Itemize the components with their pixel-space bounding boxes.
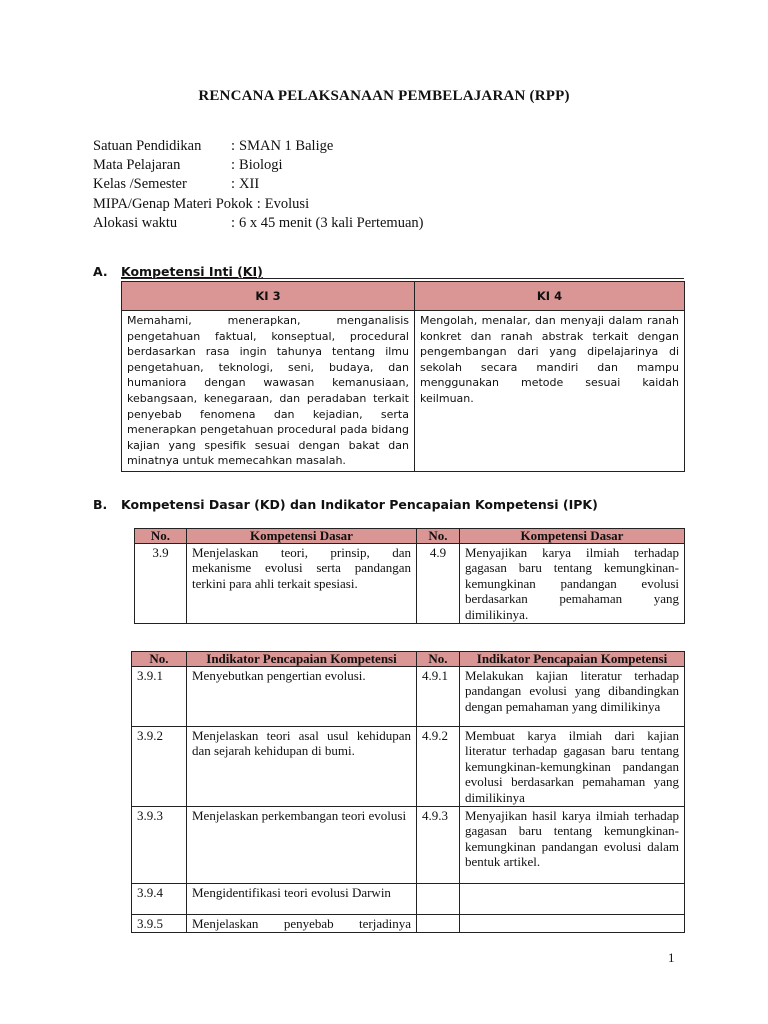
- info-separator: :: [231, 138, 236, 154]
- ipk-text: Melakukan kajian literatur terhadap pandangan evolusi yang dibandingkan dengan pemahaman yang dimilikinya: [460, 667, 685, 727]
- ipk-number: 3.9.1: [132, 667, 187, 727]
- ipk-number: [417, 915, 460, 933]
- ki-table: [121, 281, 685, 472]
- info-label: Kelas /Semester: [93, 176, 187, 193]
- kd-text: Menyajikan karya ilmiah terhadap gagasan baru tentang kemungkinan-kemungkinan pandangan evolusi berdasarkan pemahaman yang dimilikinya.: [460, 544, 685, 624]
- info-separator: :: [231, 157, 236, 174]
- ki4-header: KI 4: [415, 282, 685, 311]
- ki4-text: Mengolah, menalar, dan menyaji dalam ranah konkret dan ranah abstrak terkait dengan pengembangan dari yang dipelajarinya di sekolah secara mandiri dan mampu menggunakan metode sesuai kaidah keilmuan.: [415, 311, 685, 472]
- info-row: [93, 195, 423, 214]
- kd-text: Menjelaskan teori, prinsip, dan mekanisme evolusi serta pandangan terkini para ahli terkait spesiasi.: [187, 544, 417, 624]
- document-title: RENCANA PELAKSANAAN PEMBELAJARAN (RPP): [198, 88, 570, 104]
- info-value: 6 x 45 menit (3 kali Pertemuan): [239, 214, 424, 231]
- info-value: XII: [239, 176, 260, 193]
- ipk-header-indikator: Indikator Pencapaian Kompetensi: [187, 652, 417, 667]
- page-number: 1: [668, 950, 675, 965]
- table-row: [132, 915, 685, 933]
- info-separator: :: [256, 195, 261, 212]
- kd-number: 3.9: [135, 544, 187, 624]
- ipk-number: 3.9.5: [132, 915, 187, 933]
- info-row: [93, 175, 423, 194]
- ipk-number: 3.9.2: [132, 727, 187, 807]
- section-a-heading: [93, 264, 263, 279]
- ki3-header: KI 3: [122, 282, 415, 311]
- kd-header-no: No.: [135, 529, 187, 544]
- identity-block: [93, 137, 423, 233]
- ipk-header-no: No.: [417, 652, 460, 667]
- info-value: Evolusi: [264, 195, 310, 212]
- info-row: [93, 137, 423, 156]
- ipk-text: Menyebutkan pengertian evolusi.: [187, 667, 417, 727]
- ipk-header-indikator: Indikator Pencapaian Kompetensi: [460, 652, 685, 667]
- info-label: Satuan Pendidikan: [93, 138, 202, 154]
- ipk-header-no: No.: [132, 652, 187, 667]
- table-row: [135, 544, 685, 624]
- ipk-text: Menjelaskan penyebab terjadinya: [187, 915, 417, 933]
- kd-header-no: No.: [417, 529, 460, 544]
- section-b-heading: [93, 497, 598, 512]
- ipk-text: [460, 884, 685, 915]
- ipk-text: Membuat karya ilmiah dari kajian literatur terhadap gagasan baru tentang kemungkinan-kemungkinan pandangan evolusi berdasarkan pemahaman yang dimilikinya: [460, 727, 685, 807]
- info-label: Alokasi waktu: [93, 214, 178, 231]
- kd-table: [134, 528, 685, 624]
- table-row: [132, 667, 685, 727]
- section-rule: [121, 278, 684, 279]
- ipk-number: 4.9.1: [417, 667, 460, 727]
- info-label: MIPA/Genap Materi Pokok: [93, 195, 253, 212]
- section-title: Kompetensi Inti (KI): [121, 264, 263, 279]
- section-letter: A.: [93, 264, 108, 279]
- ki3-text: Memahami, menerapkan, menganalisis pengetahuan faktual, konseptual, procedural berdasarkan rasa ingin tahunya tentang ilmu pengetahuan, teknologi, seni, budaya, dan humaniora dengan wawasan kemanusiaan, kebangsaan, kenegaraan, dan peradaban terkait penyebab fenomena dan kejadian, serta menerapkan pengetahuan procedural pada bidang kajian yang spesifik sesuai dengan bakat dan minatnya untuk memecahkan masalah.: [122, 311, 415, 472]
- ipk-table: [131, 651, 685, 933]
- table-row: [132, 807, 685, 884]
- ipk-number: 4.9.3: [417, 807, 460, 884]
- ipk-text: Menjelaskan perkembangan teori evolusi: [187, 807, 417, 884]
- table-row: [132, 727, 685, 807]
- ipk-text: Mengidentifikasi teori evolusi Darwin: [187, 884, 417, 915]
- ipk-text: Menyajikan hasil karya ilmiah terhadap gagasan baru tentang kemungkinan-kemungkinan pandangan evolusi dalam bentuk artikel.: [460, 807, 685, 884]
- info-separator: :: [231, 214, 236, 231]
- kd-number: 4.9: [417, 544, 460, 624]
- info-separator: :: [231, 176, 236, 193]
- table-row: [132, 884, 685, 915]
- info-row: [93, 156, 423, 175]
- section-title: Kompetensi Dasar (KD) dan Indikator Pencapaian Kompetensi (IPK): [121, 497, 598, 512]
- ipk-text: [460, 915, 685, 933]
- info-value: Biologi: [239, 157, 283, 174]
- kd-header-kd: Kompetensi Dasar: [460, 529, 685, 544]
- info-label: Mata Pelajaran: [93, 157, 181, 174]
- info-value: SMAN 1 Balige: [239, 138, 334, 154]
- ipk-number: 4.9.2: [417, 727, 460, 807]
- ipk-number: [417, 884, 460, 915]
- info-row: [93, 214, 423, 233]
- kd-header-kd: Kompetensi Dasar: [187, 529, 417, 544]
- ipk-number: 3.9.4: [132, 884, 187, 915]
- ipk-text: Menjelaskan teori asal usul kehidupan dan sejarah kehidupan di bumi.: [187, 727, 417, 807]
- ipk-number: 3.9.3: [132, 807, 187, 884]
- section-letter: B.: [93, 497, 108, 512]
